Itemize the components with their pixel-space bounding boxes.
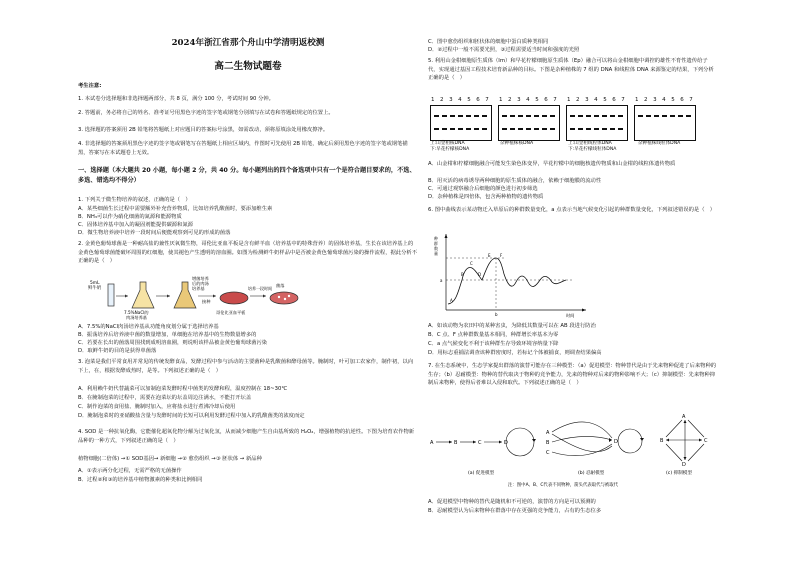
- q2-figure: [88, 276, 318, 322]
- note-item-2: 2. 答题前，务必将自己的姓名、准考证号用黑色字迹的签字笔或钢笔分别填写在试卷和答题纸规定的位置上。: [78, 110, 334, 116]
- q6-ylabel: 种群数量: [434, 236, 438, 256]
- model-c-node-B: B: [660, 438, 664, 444]
- q5-option-a: A．山金柑和柠檬细胞融合可能发生染色体变异，早花柠檬中的细胞核遗传物质和山金柑的线粒体遗传物质: [428, 161, 676, 167]
- q1-option-a: A．某些细菌生长过程中需要额外补充营养物质，比如培养乳酸菌时，要添加维生素: [78, 206, 273, 212]
- q5-option-c: C．可通过观察融合后细胞的颜色进行初步筛选: [428, 186, 538, 192]
- q7-diagram-note: 注：图中A、B、C代表不同物种，箭头代表取代与被取代: [508, 483, 619, 488]
- q6-stem: 6. 图中曲线表示某动物迁入草原后的种群数量变化，a 点表示当地气候变化引起的种群数量变化，下列叙述错误的是（ ）: [428, 207, 716, 213]
- gel-4: 1 2 3 4 5 6 7: [634, 105, 696, 141]
- q2-label-inoculate: 接种: [202, 299, 211, 304]
- q3-stem: 3. 泡菜是我们平常食用并常见的传统发酵食品，发酵过程中参与活动的主要菌种是乳酸菌和酵母菌等。腌制时，叶可加工农家作，制作初，以向下上，在，根据发酵成热时，是等。下列叙述正确的是（ ）: [78, 359, 414, 374]
- model-c-node-C: C: [704, 438, 708, 444]
- exam-title: 2024年浙江省那个舟山中学清明返校测: [171, 38, 325, 48]
- model-a-caption: (a) 促进模型: [468, 471, 495, 476]
- q6-point-E: E: [488, 253, 491, 258]
- q2-option-b: B．振荡培养后培养液中菌的数量增加，单细胞在培养基中的生物数量增多的: [78, 332, 257, 338]
- q6-label-b: b: [495, 312, 498, 317]
- note-item-3: 3. 选择题的答案须用 2B 铅笔将答题纸上对应题目的答案标号涂黑，如需改动，须将原填涂处用橡皮擦净。: [78, 127, 329, 133]
- q3-option-d: D．腌制泡菜时的亚硝酸盐含量与发酵时间的长短可以利用发酵过程中加入的乳酸菌类的浓度而定: [78, 413, 305, 419]
- q6-option-b: B．C 点、F 点种群数量基本相同，种群增长率基本为零: [428, 332, 559, 338]
- q2-label-plate: 哥伦比亚血平板: [216, 310, 246, 315]
- flask-1: [132, 282, 154, 308]
- q2-label-broth: 7.5%NaCl的肉汤培养基: [124, 310, 149, 320]
- gel-3: 1 2 3 4 5 6 7: [566, 105, 628, 141]
- colony-plate: [270, 292, 298, 304]
- model-c-node-D: D: [682, 462, 686, 468]
- gel-1: 1 2 3 4 5 6 7: [430, 105, 492, 141]
- q3-option-a: A．利用赖牛奶代替蔬菜可以加制泡菜发酵时程中菌类的发酵和程，温度控制在 18~30℃: [78, 386, 288, 392]
- q2-label-milk: 5mL 鲜牛奶: [88, 281, 102, 291]
- q4-stem: 4. SOD 是一种抗氧化酶，它能催化超氧化物分解为过氧化氢，从而减少细胞产生自由基所致的 H₂O₂，增强植物的抗逆性。下图为培育农作物新品种的一种方式，下列叙述正确的是（ ）: [78, 429, 415, 444]
- model-a-node-A: A: [430, 440, 434, 446]
- q2-option-c: C．若要在长出的菌落周围找到成明溶血圈，则说明该样品被金黄色葡萄球菌污染: [78, 340, 268, 346]
- q6-point-C: C: [470, 261, 473, 266]
- q2-stem: 2. 金黄色葡萄球菌是一种耐高盐的兼性厌氧微生物，哥伦比亚血平板是含有鲜羊血（培养基中的特殊营养）的固体培养基，生长在该培养基上的金黄色葡萄球菌能破坏周围的红细胞，使其褪色产生透明的溶血圈。如图为检测鲜牛奶样品中是否被金黄色葡萄球菌污染的操作流程，据此分析不正确的是（ ）: [78, 241, 418, 265]
- q7-diagram: [428, 410, 718, 494]
- gel-2: 1 2 3 4 5 6 7: [498, 105, 560, 141]
- q6-point-B: B: [461, 272, 464, 277]
- note-item-1: 1. 本试卷分选择题和非选择题两部分，共 8 页，满分 100 分，考试时间 90 分钟。: [78, 96, 274, 102]
- q4-flow: 植物细胞(二倍体) →① SOD基因→ 新细胞 →② 愈伤组织 →③ 胚状体 → 新品种: [78, 456, 262, 462]
- q6-option-d: D．用标志重捕法调查该种群密度时，若标记个体被捕食，则调查结果偏高: [428, 350, 602, 356]
- blood-plate: [220, 292, 248, 304]
- q4-option-d: D．②过程中一般不需要光照，③过程需要适当时间和强度的光照: [428, 47, 580, 53]
- model-a-node-D: D: [504, 440, 508, 446]
- q1-option-c: C．固体培养基中加入的凝固剂能提供碳源和氮源: [78, 222, 193, 228]
- q2-label-colony: 菌落: [276, 283, 285, 288]
- q2-option-d: D．取鲜牛奶的目的是获得单菌落: [78, 348, 157, 354]
- model-b-node-A: A: [546, 430, 550, 436]
- q5-option-d: D．杂种植株是四倍体，包含两种植物的遗传物质: [428, 194, 544, 200]
- model-b: [546, 422, 644, 476]
- model-c-caption: (c) 抑制模型: [666, 471, 692, 476]
- q5-option-b: B．用灭活的病毒诱导两种细胞的原生质体的融合，依赖于细胞膜的流动性: [428, 178, 602, 184]
- q6-label-a: a: [440, 278, 443, 283]
- milk-tube: [108, 284, 114, 306]
- exam-subtitle: 高二生物试题卷: [214, 61, 282, 72]
- q6-curve: [448, 258, 566, 304]
- q4-option-a: A．①表示两分化过程，无需严格的无菌操作: [78, 468, 182, 474]
- q6-option-a: A．如该动物为农田中的某种害虫，为降低其数量可以在 AB 段进行防治: [428, 323, 596, 329]
- q2-option-a: A．7.5%的NaCl肉汤培养基从功能角度划分属于选择培养基: [78, 324, 219, 330]
- q6-point-A: A: [450, 298, 453, 303]
- q7-option-b: B．忍耐模型认为后来物种在群落中存在更强的竞争能力，占有的生态位多: [428, 508, 602, 514]
- q6-chart: [434, 230, 594, 318]
- note-item-4: 4. 非选择题的答案须用黑色字迹的签字笔或钢笔写在答题纸上相应区域内，作图时可先使用 2B 铅笔，确定后须用黑色字迹的签字笔或钢笔描黑，答案写在本试题卷上无效。: [78, 141, 408, 156]
- q4-option-c: C．图中愈伤组织和胚状体的细胞中蛋白质种类相同: [428, 39, 549, 45]
- q3-option-b: B．在腌制泡菜的过程中，需要在泡菜坛的坛盖周边注满水，不能打开坛盖: [78, 395, 252, 401]
- q7-option-a: A．促进模型中物种的替代是随机和不可逆的，演替的方向是可以预测的: [428, 499, 596, 505]
- q2-label-incubate: 培养一段时间: [248, 286, 272, 291]
- model-b-node-B: B: [546, 440, 550, 446]
- q6-point-F: F: [500, 253, 503, 258]
- gel-caption-4: 杂种植株线粒体DNA: [638, 141, 681, 146]
- right-column: [428, 0, 718, 562]
- q4-option-b: B．过程②和③的培养基中植物激素的种类和比例相同: [78, 477, 203, 483]
- model-a-node-C: C: [478, 440, 482, 446]
- q7-stem: 7. 在生态系统中，生态学家提出群落的演替可能存在三种模型：（a）促进模型：物种替代是由于先来物种促进了后来物种的生存；（b）忍耐模型：物种的替代取决于物种的竞争能力，先来的物种对后来的物种影响不大；（c）抑制模型：先来物种抑制后来物种，使得后者难以入侵和取代。下列叙述正确的是（ ）: [428, 363, 717, 387]
- gel-caption-3: 上:山金柑线粒体DNA 下:早花柠檬线粒体DNA: [568, 141, 617, 152]
- q3-option-c: C．制作泡菜的食用盐、腌制时加入，应将盐水进行煮沸冷却后使用: [78, 404, 236, 410]
- q2-label-enriched: 增菌培养后的肉汤培养基: [192, 276, 209, 291]
- notes-heading: 考生注意:: [78, 83, 102, 89]
- q6-option-c: C．a 点气候变化不利于该种群生存导致环境容纳量下降: [428, 341, 559, 347]
- q6-point-D: D: [478, 272, 482, 277]
- model-c-node-A: A: [682, 414, 686, 420]
- model-b-node-C: C: [546, 450, 550, 456]
- model-c: [660, 414, 708, 476]
- model-b-caption: (b) 忍耐模型: [578, 471, 605, 476]
- q5-stem: 5. 利用山金柑细胞原生质体（Im）和早花柠檬细胞原生质体（Ep）融合可以将山金柑细胞中调控的雄性不育性遗传给子代，实现通过基因工程技术培育新品种的目标。下图是杂种植株的 7 组的 DNA 和线粒体 DNA 来源鉴定的结果，下列分析正确的是（ ）: [428, 58, 714, 82]
- q6-xlabel: 时间: [566, 313, 575, 318]
- q1-option-b: B．NH₃可以作为硝化细菌的氮源和能源物质: [78, 214, 182, 220]
- model-a-node-B: B: [454, 440, 458, 446]
- q1-stem: 1. 下列关于微生物培养的叙述，正确的是（ ）: [78, 197, 191, 203]
- gel-caption-2: 杂种植株核DNA: [500, 141, 534, 146]
- model-b-node-D: D: [614, 439, 618, 445]
- model-a: [430, 428, 536, 476]
- q1-option-d: D．微生物培养液中培养一段时间后便能观察到可见的形成的菌落: [78, 230, 231, 236]
- section-heading: 一、选择题（本大题共 20 小题，每小题 2 分，共 40 分。每小题列出的四个备选项中只有一个是符合题目要求的，不选、多选、错选均不得分）: [78, 167, 416, 184]
- gel-caption-1: 上:山金柑核DNA 下:早花柠檬核DNA: [430, 141, 470, 152]
- left-column: [78, 0, 418, 562]
